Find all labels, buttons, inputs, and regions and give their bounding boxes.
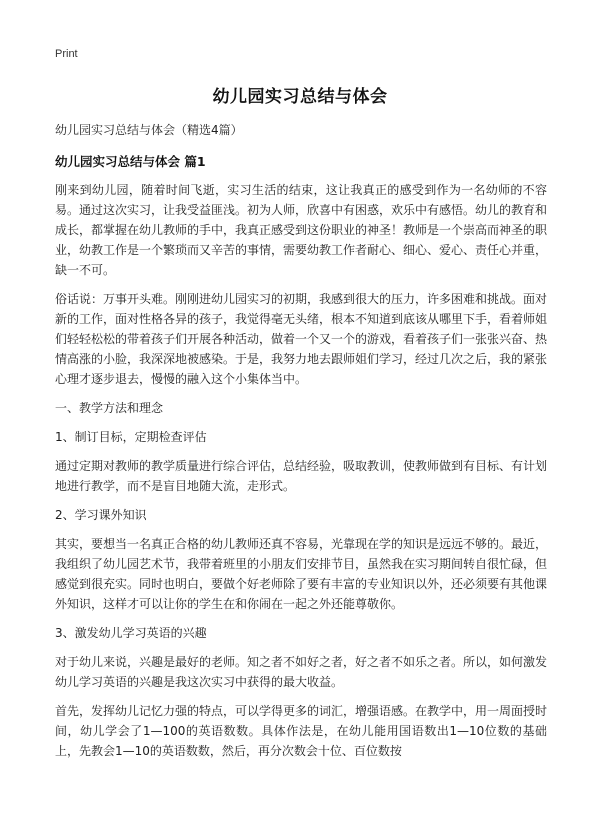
- paragraph: 通过定期对教师的教学质量进行综合评估，总结经验，吸取教训，使教师做到有目标、有计划地进行教学，而不是盲目地随大流，走形式。: [55, 459, 548, 493]
- paragraph: 对于幼儿来说，兴趣是最好的老师。知之者不如好之者，好之者不如乐之者。所以，如何激发幼儿学习英语的兴趣是我这次实习中获得的最大收益。: [55, 655, 548, 689]
- section-heading: 幼儿园实习总结与体会 篇1: [55, 154, 206, 169]
- paragraph: 俗话说：万事开头难。刚刚进幼儿园实习的初期，我感到很大的压力，许多困难和挑战。面对新的工作，面对性格各异的孩子，我觉得毫无头绪，根本不知道到底该从哪里下手，看着师姐们轻轻松松的带着孩子们开展各种活动，做着一个又一个的游戏，看着孩子们一张张兴奋、热情高涨的小脸，我深深地被感染。于是，我努力地去跟师姐们学习，经过几次之后，我的紧张心理才逐步退去，慢慢的融入这个小集体当中。: [55, 292, 548, 386]
- document-title: 幼儿园实习总结与体会: [212, 87, 388, 107]
- print-link[interactable]: Print: [55, 48, 78, 60]
- subheading: 一、教学方法和理念: [55, 401, 164, 415]
- subheading: 3、激发幼儿学习英语的兴趣: [55, 626, 207, 640]
- paragraph: 首先，发挥幼儿记忆力强的特点，可以学得更多的词汇，增强语感。在教学中，用一周面授时间，幼儿学会了1—100的英语数数。具体作法是，在幼儿能用国语数出1—10位数的基础上，先教会1—10的英语数数，然后，再分次数会十位、百位数按: [55, 704, 548, 758]
- subheading: 2、学习课外知识: [55, 508, 147, 522]
- document-body: [55, 180, 547, 770]
- paragraph: 其实，要想当一名真正合格的幼儿教师还真不容易，光靠现在学的知识是远远不够的。最近，我组织了幼儿园艺术节，我带着班里的小朋友们安排节目，虽然我在实习期间转自很忙碌，但感觉到很充实。同时也明白，要做个好老师除了要有丰富的专业知识以外，还必须要有其他课外知识，这样才可以让你的学生在和你闹在一起之外还能尊敬你。: [55, 537, 548, 611]
- document-subtitle: 幼儿园实习总结与体会（精选4篇）: [55, 123, 243, 137]
- paragraph: 刚来到幼儿园，随着时间飞逝，实习生活的结束，这让我真正的感受到作为一名幼师的不容易。通过这次实习，让我受益匪浅。初为人师，欣喜中有困惑，欢乐中有感悟。幼儿的教育和成长，都掌握在幼儿教师的手中，我真正感受到这份职业的神圣！教师是一个崇高而神圣的职业，幼教工作是一个繁琐而又辛苦的事情，需要幼教工作者耐心、细心、爱心、责任心并重，缺一不可。: [55, 183, 548, 277]
- subheading: 1、制订目标，定期检查评估: [55, 430, 207, 444]
